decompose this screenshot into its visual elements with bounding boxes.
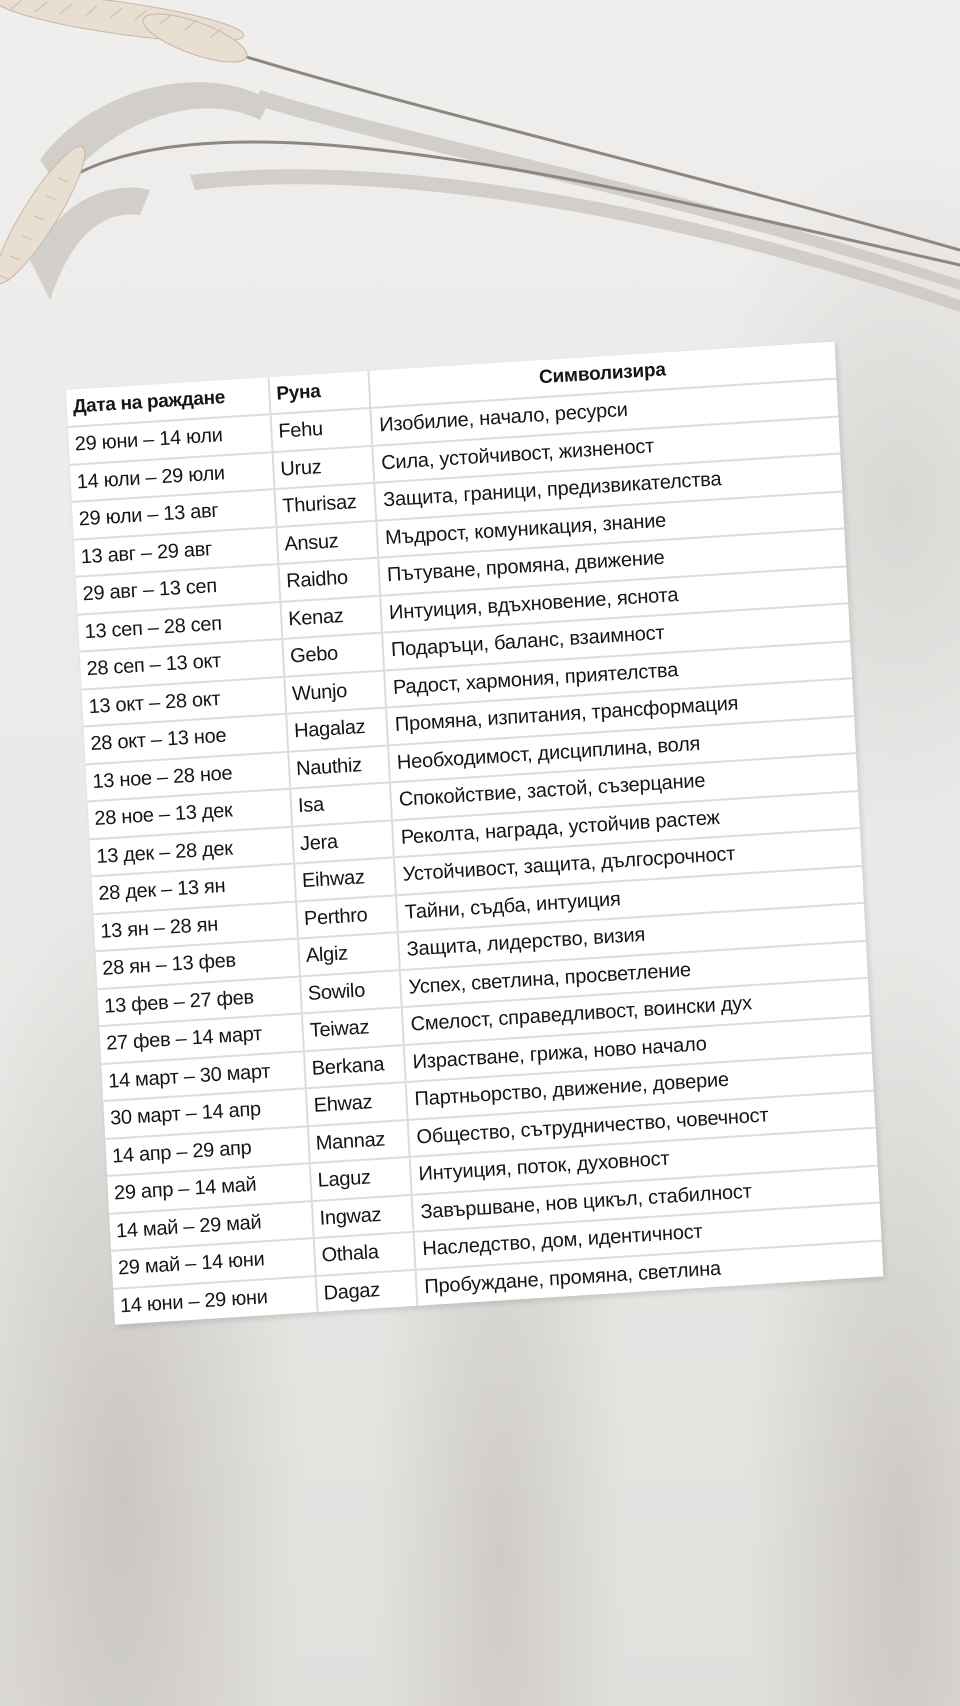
cell-birth-date: 28 сеп – 13 окт bbox=[80, 639, 285, 689]
cell-rune: Ansuz bbox=[276, 520, 378, 564]
cell-birth-date: 28 дек – 13 ян bbox=[91, 864, 296, 914]
cell-rune: Hagalaz bbox=[286, 708, 388, 752]
cell-birth-date: 28 окт – 13 ное bbox=[84, 714, 289, 764]
cell-birth-date: 29 юли – 13 авг bbox=[72, 489, 277, 539]
cell-rune: Berkana bbox=[304, 1045, 406, 1089]
dried-grass-decoration bbox=[0, 0, 960, 360]
cell-symbolizes: Изобилие, начало, ресурси bbox=[370, 379, 838, 446]
cell-birth-date: 13 ное – 28 ное bbox=[86, 751, 291, 801]
cell-symbolizes: Партньорство, движение, доверие bbox=[406, 1053, 874, 1120]
cell-rune: Kenaz bbox=[280, 595, 382, 639]
cell-rune: Dagaz bbox=[316, 1269, 418, 1312]
cell-rune: Ingwaz bbox=[312, 1194, 414, 1238]
cell-birth-date: 13 дек – 28 дек bbox=[90, 826, 295, 876]
cell-rune: Eihwaz bbox=[294, 857, 396, 901]
cell-symbolizes: Устойчивост, защита, дългосрочност bbox=[394, 828, 862, 895]
rune-birthdate-table bbox=[66, 342, 883, 1325]
cell-symbolizes: Реколта, награда, устойчив растеж bbox=[392, 791, 860, 858]
cell-rune: Fehu bbox=[271, 408, 373, 452]
cell-symbolizes: Наследство, дом, идентичност bbox=[414, 1203, 882, 1270]
cell-symbolizes: Промяна, изпитания, трансформация bbox=[386, 678, 854, 745]
cell-rune: Gebo bbox=[282, 633, 384, 677]
cell-rune: Mannaz bbox=[308, 1119, 410, 1163]
cell-symbolizes: Успех, светлина, просветление bbox=[400, 940, 868, 1007]
cell-symbolizes: Защита, лидерство, визия bbox=[398, 903, 866, 970]
cell-birth-date: 13 ян – 28 ян bbox=[93, 901, 298, 951]
cell-birth-date: 14 юли – 29 юли bbox=[70, 452, 275, 502]
cell-rune: Thurisaz bbox=[274, 483, 376, 527]
cell-rune: Uruz bbox=[272, 445, 374, 489]
cell-birth-date: 13 сеп – 28 сеп bbox=[78, 601, 283, 651]
cell-birth-date: 28 ян – 13 фев bbox=[95, 939, 300, 989]
cell-symbolizes: Радост, хармония, приятелства bbox=[384, 641, 852, 708]
header-symbolizes: Символизира bbox=[368, 342, 836, 408]
cell-rune: Jera bbox=[292, 820, 394, 864]
cell-birth-date: 29 апр – 14 май bbox=[107, 1163, 312, 1213]
cell-birth-date: 29 май – 14 юни bbox=[111, 1238, 316, 1288]
cell-symbolizes: Спокойствие, застой, съзерцание bbox=[390, 753, 858, 820]
cell-symbolizes: Завършване, нов цикъл, стабилност bbox=[412, 1165, 880, 1232]
cell-symbolizes: Пътуване, промяна, движение bbox=[378, 528, 846, 595]
cell-symbolizes: Общество, сътрудничество, човечност bbox=[408, 1090, 876, 1157]
cell-rune: Othala bbox=[314, 1232, 416, 1276]
header-birth-date: Дата на раждане bbox=[66, 377, 271, 427]
table-body bbox=[68, 379, 884, 1325]
cell-symbolizes: Интуиция, вдъхновение, яснота bbox=[380, 566, 848, 633]
cell-symbolizes: Подаръци, баланс, взаимност bbox=[382, 603, 850, 670]
cell-symbolizes: Тайни, съдба, интуиция bbox=[396, 865, 864, 932]
cell-birth-date: 14 апр – 29 апр bbox=[105, 1126, 310, 1176]
cell-birth-date: 14 юни – 29 юни bbox=[119, 1285, 269, 1318]
cell-birth-date: 14 май – 29 май bbox=[109, 1201, 314, 1251]
rune-table-card bbox=[66, 342, 883, 1325]
cell-rune: Ehwaz bbox=[306, 1082, 408, 1126]
cell-symbolizes: Интуиция, поток, духовност bbox=[410, 1128, 878, 1195]
cell-rune: Perthro bbox=[296, 895, 398, 939]
cell-birth-date: 13 окт – 28 окт bbox=[82, 676, 287, 726]
cell-symbolizes: Необходимост, дисциплина, воля bbox=[388, 716, 856, 783]
cell-rune: Isa bbox=[290, 782, 392, 826]
cell-birth-date: 14 март – 30 март bbox=[101, 1051, 306, 1101]
cell-symbolizes: Смелост, справедливост, воински дух bbox=[402, 978, 870, 1045]
cell-symbolizes: Пробуждане, промяна, светлина bbox=[415, 1240, 883, 1306]
cell-birth-date: 27 фев – 14 март bbox=[99, 1013, 304, 1063]
cell-symbolizes: Мъдрост, комуникация, знание bbox=[376, 491, 844, 558]
cell-symbolizes: Защита, граници, предизвикателства bbox=[374, 454, 842, 521]
cell-rune: Sowilo bbox=[300, 970, 402, 1014]
cell-birth-date: 30 март – 14 апр bbox=[103, 1088, 308, 1138]
cell-birth-date: 29 юни – 14 юли bbox=[68, 414, 273, 464]
cell-symbolizes: Сила, устойчивост, жизненост bbox=[372, 416, 840, 483]
cell-birth-date: 13 фев – 27 фев bbox=[97, 976, 302, 1026]
cell-rune: Nauthiz bbox=[288, 745, 390, 789]
cell-rune: Laguz bbox=[310, 1157, 412, 1201]
cell-rune: Algiz bbox=[298, 932, 400, 976]
cell-birth-date: 29 авг – 13 сеп bbox=[76, 564, 281, 614]
cell-rune: Wunjo bbox=[284, 670, 386, 714]
cell-birth-date: 28 ное – 13 дек bbox=[88, 789, 293, 839]
cell-rune: Teiwaz bbox=[302, 1007, 404, 1051]
cell-birth-date: 13 авг – 29 авг bbox=[74, 527, 279, 577]
cell-rune: Raidho bbox=[278, 558, 380, 602]
header-rune: Руна bbox=[269, 371, 371, 414]
cell-symbolizes: Израстване, грижа, ново начало bbox=[404, 1015, 872, 1082]
